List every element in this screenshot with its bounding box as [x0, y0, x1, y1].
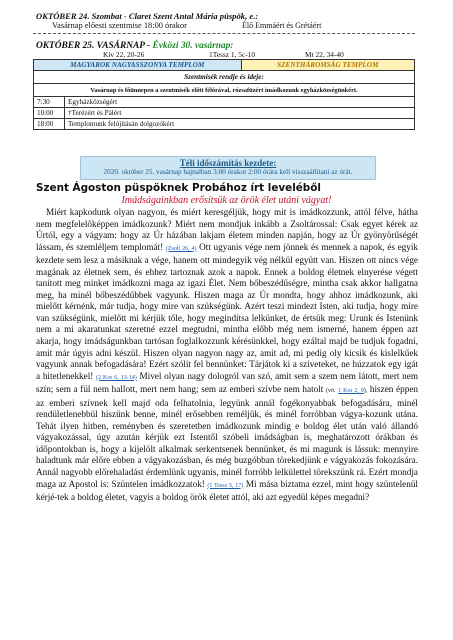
- reading-second: 1Tessz 1, 5c-10: [209, 50, 256, 59]
- saturday-mass-intention: Élő Emmáért és Grétáért: [242, 21, 322, 30]
- letter-title: Szent Ágoston püspöknek Probához írt leveléből: [36, 182, 321, 194]
- sunday-heading-date: OKTÓBER 25. VASÁRNAP -: [36, 41, 153, 51]
- text-run: Mi mása biztatna ezzel, mint hogy szüntelenül kérjé-tek a boldog életet, vagyis a boldog örök életet attól, aki azt egyedül képes megadni?: [36, 478, 418, 503]
- scripture-ref-link[interactable]: (2 Kor 6, 13-14): [96, 374, 137, 381]
- time-change-notice: [80, 156, 376, 180]
- ref-prefix: (vö.: [326, 388, 336, 395]
- mass-row: [34, 97, 415, 108]
- church-left-header: MAGYAROK NAGYASSZONYA TEMPLOM: [34, 60, 242, 71]
- mass-time: 7:30: [34, 97, 65, 108]
- mass-row: [34, 108, 415, 119]
- church-right-header: SZENTHÁROMSÁG TEMPLOM: [241, 60, 414, 71]
- mass-intention: Templomunk felújításán dolgozókért: [65, 119, 415, 130]
- reading-gospel: Mt 22, 34-40: [305, 50, 344, 59]
- sunday-heading-season: Évközi 30. vasárnap:: [152, 41, 234, 51]
- letter-body: [36, 207, 418, 504]
- mass-row: [34, 119, 415, 130]
- mass-intention: †Terézért és Pálért: [65, 108, 415, 119]
- sunday-readings: [33, 50, 415, 58]
- ref-suffix: ),: [363, 388, 368, 395]
- letter-paragraph: [36, 207, 418, 504]
- saturday-mass-time: Vasárnap előesti szentmise 18:00 órakor: [52, 21, 187, 30]
- saturday-heading: OKTÓBER 24. Szombat - Claret Szent Antal Mária püspök, e.:: [36, 11, 259, 21]
- mass-intention: Egyházközségért: [65, 97, 415, 108]
- time-change-title: Téli időszámítás kezdete:: [179, 158, 277, 168]
- reading-first: Kiv 22, 20-26: [103, 50, 145, 59]
- letter-subtitle: Imádságainkban erősítsük az örök élet utáni vágyat!: [121, 195, 332, 206]
- mass-time: 10:00: [34, 108, 65, 119]
- text-run: Ott ugyanis vége nem jönnek és mennek a napok, és egyik kezdete sem lesz a másiknak a vége, hanem ott mindegyik vég nélkül együtt van. Hiszen ott nincs vége magának az életnek sem, és ehhez tartoznak azok a napok. Ennek a boldog életnek elnyerése végett tanított meg minket imádkozni maga az igazi Élet. Nem bőbeszédűségre, mintha csak akkor hallgatna meg, ha minél bőbeszédűbbek vagyunk. Hiszen maga az Úr mondta, hogy ahhoz imádkozunk, aki mielőtt kérnénk, már tudja, hogy mire van szükségünk. Azért teszi mindezt Isten, aki tudja, hogy mire van szükségünk, mielőtt mi kérjük tőle, hogy megindítsa lelkünket, de értsük meg: Urunk és Istenünk nem a mi akaratunkat szeretné ezzel megtudni, mintha előbb még nem ismerné, hanem éppen azt akarja, hogy imádságunkban tartósan foglalkozzunk kérésünkkel, hogy ezáltal majd be tudjuk fogadni, amit már úgyis adni készül. Hiszen olyan nagyon nagy az, amit ad, mi pedig oly kicsik és kislelkűek vagyunk annak befogadására! Ezért szólít fel bennünket: Tárjátok ki a szíveteket, ne húzzatok egy igát a hitetlenekkel!: [36, 241, 419, 381]
- time-change-text: 2020. október 25. vasárnap hajnalban 3:00 órakor 2:00 órára kell visszaállítani az órát.: [103, 168, 353, 176]
- mass-time: 18:00: [34, 119, 65, 130]
- text-run: Miért kapkodunk olyan nagyon, és miért keresgéljük, hogy mit is imádkozzunk, attól félve, hátha nem megfelelőképpen imádkozunk? Miért nem mondjuk inkább a Zsoltárossal: Csak egyet kérek az Úrtól, egy a vágyam: hogy az Úr házában lakjam életem minden napján, hogy az Úr gyönyörűségét lássam, és szemléljem templomát!: [36, 207, 418, 252]
- saturday-mass-line: [52, 21, 322, 30]
- rosary-note: Vasárnap és főünnepen a szentmisék előtt félórával, rózsafüzért imádkozunk egyházközségünkért.: [34, 84, 415, 97]
- scripture-ref-link[interactable]: (1 Tessz 5, 17): [207, 482, 244, 489]
- separator-line: [33, 33, 415, 34]
- text-run: hiszen éppen az emberi szívnek kell majd oda felhatolnia, legyünk annál fogékonyabbak befogadására, minél rendületlenebbül hiszünk benne, minél erősebben reméljük, és minél forróbban vágya-kozunk utána. Tehát ilyen hitben, reményben és szeretetben imádkozunk mindig e boldog élet után való állandó vágyakozással, úgy azután kérjük ezt Istentől szóbeli imádságban is, meghatározott órákban és időpontokban is, hogy a kijelölt alkalmak serkentsenek bennünket, és mi magunk is lássuk: mennyire haladtunk már előre ebben a vágyakozásban, és még buzgóbban törekedjünk e vágyakozás fokozására. Annál nagyobb előrehaladást érdemlünk ugyanis, minél forróbb lelkülettel törekszünk rá. Ezért mondja maga az Apostol is: Szüntelen imádkozzatok!: [36, 384, 418, 489]
- scripture-ref-link[interactable]: (Zsolt 26, 4): [165, 245, 197, 252]
- mass-order-title: Szentmisék rendje és ideje:: [34, 71, 415, 84]
- scripture-ref-link[interactable]: 1 Kor 2, 9: [338, 388, 364, 395]
- text-run: Mivel olyan nagy dologról van szó, amit sem a szem nem látott, mert nem szín; sem a fül nem hallott, mert nem hang; sem az emberi szívbe nem hatolt: [36, 370, 419, 395]
- mass-schedule-table: [33, 59, 415, 130]
